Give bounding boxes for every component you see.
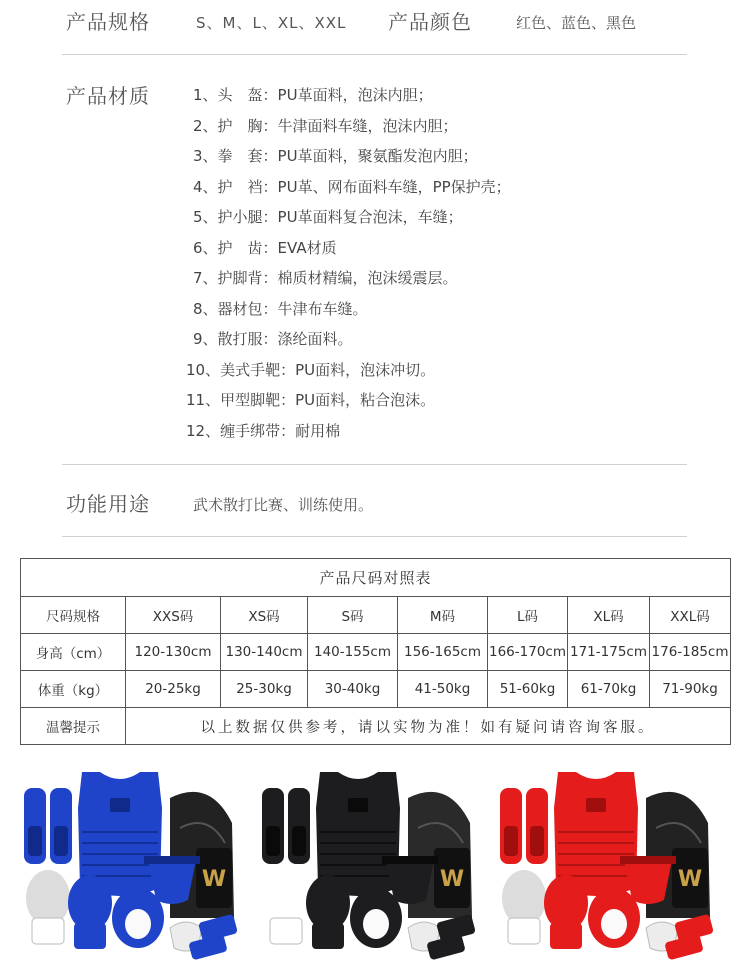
product-set-image <box>20 768 240 960</box>
bag-logo: W <box>677 867 703 892</box>
headgear-face-opening <box>125 909 151 939</box>
size-spec-value: S、M、L、XL、XXL <box>196 14 347 32</box>
material-list <box>186 80 673 446</box>
material-item: 1、头 盔：PU革面料，泡沫内胆； <box>193 86 433 104</box>
table-cell: 身高（cm） <box>21 634 126 671</box>
table-row <box>21 634 731 671</box>
table-cell: L码 <box>488 597 568 634</box>
boxing-glove <box>68 875 112 931</box>
groin-guard-belt <box>382 856 438 864</box>
table-cell: S码 <box>308 597 398 634</box>
table-cell: XXL码 <box>650 597 731 634</box>
divider-2 <box>62 464 687 465</box>
table-cell: 171-175cm <box>568 634 650 671</box>
size-chart-table <box>20 558 731 745</box>
glove-cuff <box>550 923 582 949</box>
glove-cuff <box>74 923 106 949</box>
groin-guard-belt <box>620 856 676 864</box>
headgear-face-opening <box>363 909 389 939</box>
glove-cuff <box>32 918 64 944</box>
chest-guard-logo <box>586 798 606 812</box>
table-cell: 体重（kg） <box>21 671 126 708</box>
product-sets <box>0 760 750 960</box>
table-cell: 176-185cm <box>650 634 731 671</box>
material-item: 11、甲型脚靶：PU面料，粘合泡沫。 <box>186 391 436 409</box>
table-cell: 25-30kg <box>221 671 308 708</box>
table-cell: 20-25kg <box>126 671 221 708</box>
material-item: 9、散打服：涤纶面料。 <box>193 330 353 348</box>
table-cell: XL码 <box>568 597 650 634</box>
material-item: 6、护 齿：EVA材质 <box>193 238 337 257</box>
material-item: 8、器材包：牛津布车缝。 <box>193 299 368 318</box>
table-cell: XXS码 <box>126 597 221 634</box>
headgear-face-opening <box>601 909 627 939</box>
shin-guard-pad <box>54 826 68 856</box>
shin-guard-pad <box>28 826 42 856</box>
groin-guard-belt <box>144 856 200 864</box>
table-cell: 140-155cm <box>308 634 398 671</box>
usage-value: 武术散打比赛、训练使用。 <box>193 496 374 514</box>
table-cell: 71-90kg <box>650 671 731 708</box>
glove-cuff <box>508 918 540 944</box>
table-cell: 166-170cm <box>488 634 568 671</box>
shin-guard-pad <box>504 826 518 856</box>
bag-logo: W <box>439 867 465 892</box>
table-cell: 130-140cm <box>221 634 308 671</box>
usage-label: 功能用途 <box>66 492 150 516</box>
material-label: 产品材质 <box>66 84 150 108</box>
table-cell: 尺码规格 <box>21 597 126 634</box>
size-spec-label: 产品规格 <box>66 10 150 34</box>
tip-label: 温馨提示 <box>21 708 126 745</box>
boxing-glove <box>306 875 350 931</box>
material-item: 5、护小腿：PU革面料复合泡沫，车缝； <box>193 208 463 226</box>
glove-cuff <box>270 918 302 944</box>
table-row <box>21 597 731 634</box>
material-item: 2、护 胸：牛津面料车缝，泡沫内胆； <box>193 116 458 135</box>
table-cell: 120-130cm <box>126 634 221 671</box>
size-chart-title: 产品尺码对照表 <box>21 559 731 597</box>
shin-guard-pad <box>266 826 280 856</box>
table-cell: 61-70kg <box>568 671 650 708</box>
product-set-image <box>258 768 478 960</box>
product-set-image <box>496 768 716 960</box>
color-value: 红色、蓝色、黑色 <box>516 14 637 32</box>
table-cell: 30-40kg <box>308 671 398 708</box>
chest-guard-logo <box>348 798 368 812</box>
table-cell: 51-60kg <box>488 671 568 708</box>
table-row <box>21 708 731 745</box>
spec-row <box>0 0 750 40</box>
shin-guard-pad <box>292 826 306 856</box>
chest-guard-logo <box>110 798 130 812</box>
color-label: 产品颜色 <box>388 10 472 34</box>
table-cell: M码 <box>398 597 488 634</box>
table-cell: XS码 <box>221 597 308 634</box>
material-item: 7、护脚背：棉质材精编，泡沫缓震层。 <box>193 269 458 287</box>
table-cell: 156-165cm <box>398 634 488 671</box>
table-row <box>21 671 731 708</box>
table-cell: 41-50kg <box>398 671 488 708</box>
material-item: 10、美式手靶：PU面料，泡沫冲切。 <box>186 360 436 379</box>
glove-cuff <box>312 923 344 949</box>
bag-logo: W <box>201 867 227 892</box>
tip-text: 以上数据仅供参考，请以实物为准！如有疑问请咨询客服。 <box>126 708 731 745</box>
material-item: 4、护 裆：PU革、网布面料车缝，PP保护壳； <box>193 177 511 196</box>
boxing-glove <box>544 875 588 931</box>
material-item: 12、缠手绑带：耐用棉 <box>186 421 341 440</box>
divider-3 <box>62 536 687 537</box>
material-item: 3、拳 套：PU革面料，聚氨酯发泡内胆； <box>193 147 478 165</box>
shin-guard-pad <box>530 826 544 856</box>
divider-1 <box>62 54 687 55</box>
